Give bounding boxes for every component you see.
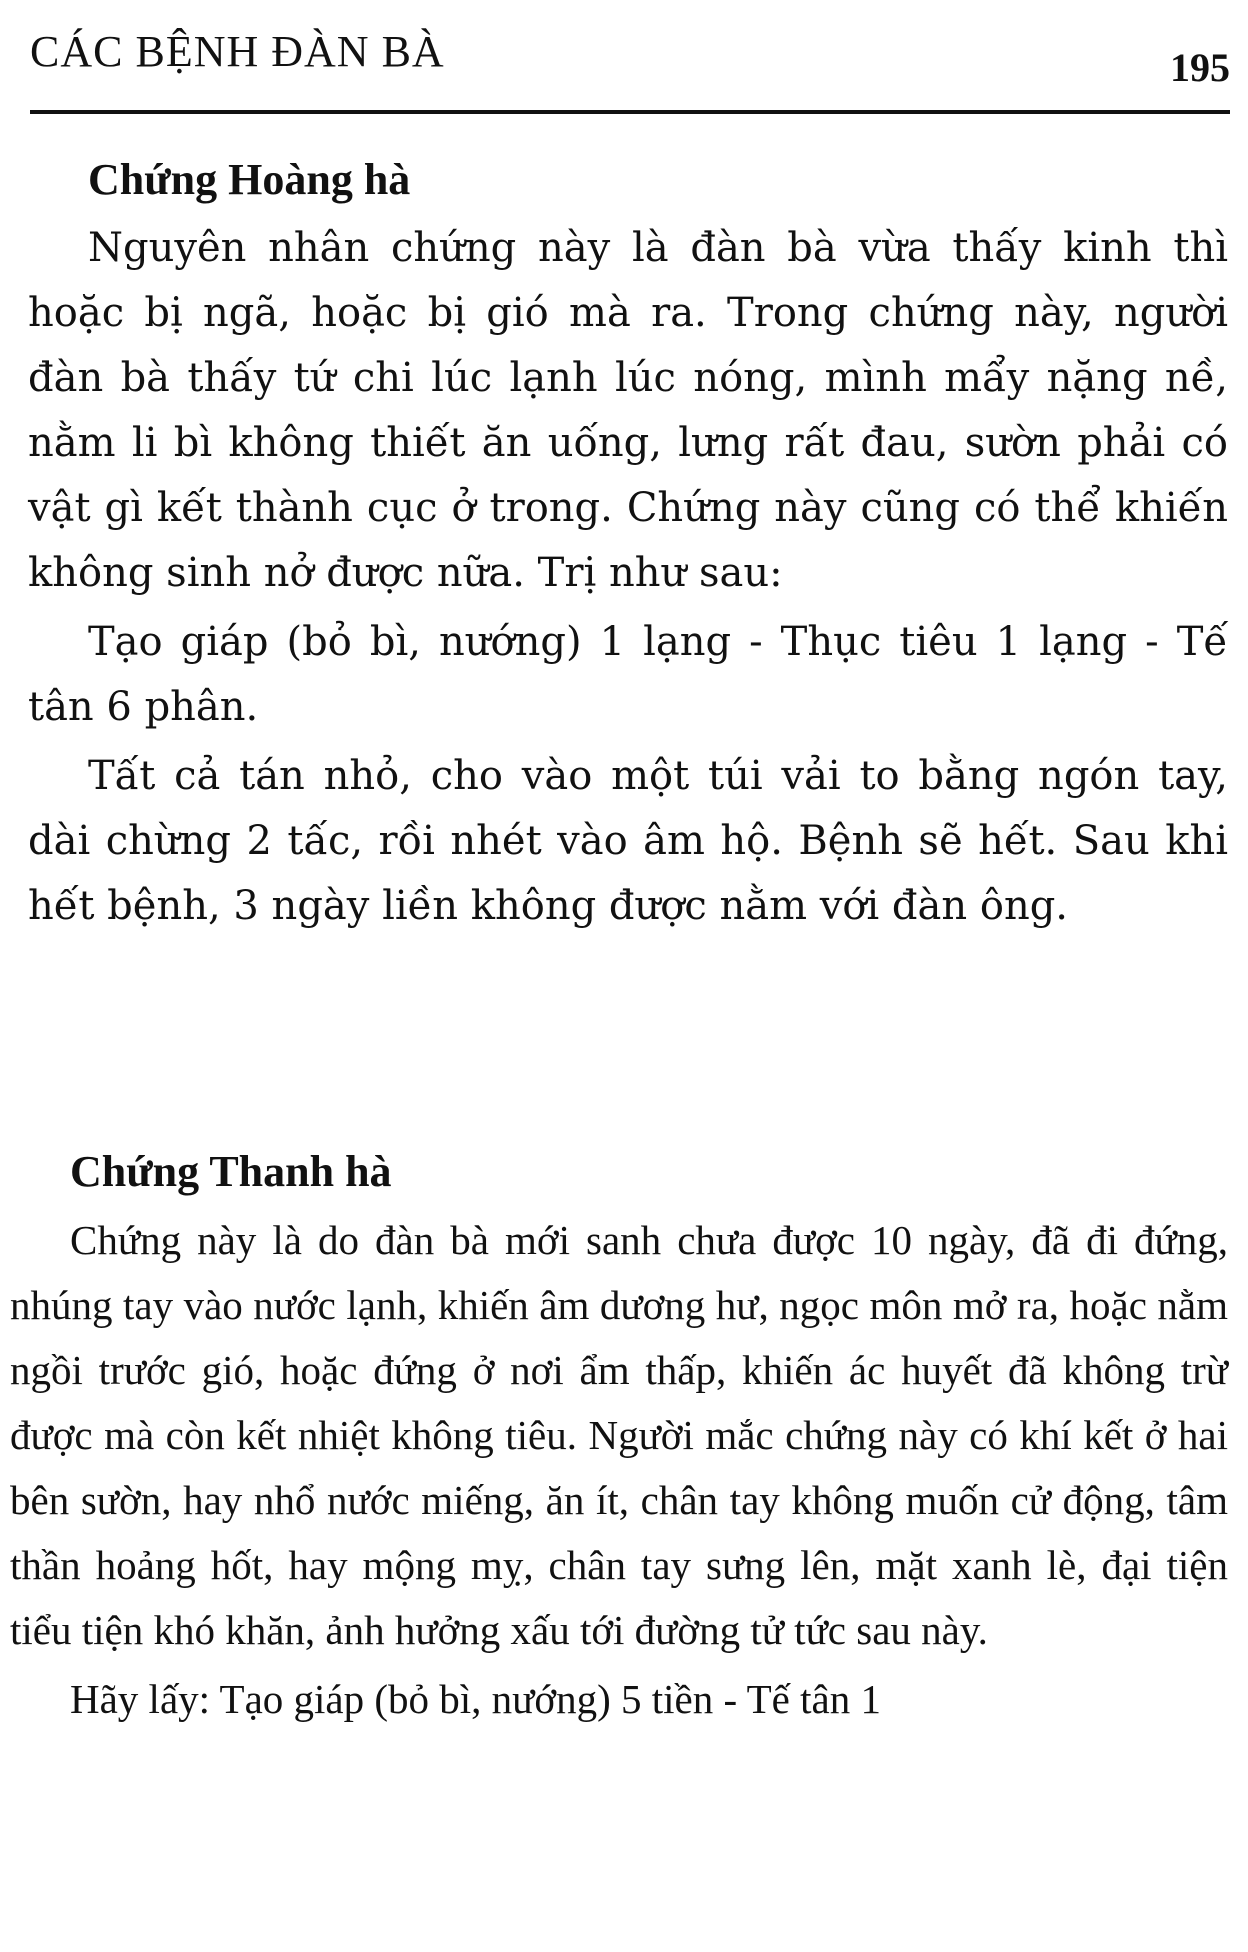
paragraph: Nguyên nhân chứng này là đàn bà vừa thấy kinh thì hoặc bị ngã, hoặc bị gió mà ra. Trong chứng này, người đàn bà thấy tứ chi lúc lạnh lúc nóng, mình mẩy nặng nề, nằm li bì không thiết ăn uống, lưng rất đau, sườn phải có vật gì kết thành cục ở trong. Chứng này cũng có thể khiến không sinh nở được nữa. Trị như sau: xyxy=(28,225,1228,596)
section-thanh-ha xyxy=(10,1142,1228,1732)
section-heading: Chứng Thanh hà xyxy=(70,1147,392,1196)
paragraph: Tất cả tán nhỏ, cho vào một túi vải to bằng ngón tay, dài chừng 2 tấc, rồi nhét vào âm hộ. Bệnh sẽ hết. Sau khi hết bệnh, 3 ngày liền không được nằm với đàn ông. xyxy=(28,753,1228,929)
paragraph: Hãy lấy: Tạo giáp (bỏ bì, nướng) 5 tiền - Tế tân 1 xyxy=(70,1676,881,1722)
header-rule xyxy=(30,110,1230,114)
paragraph: Tạo giáp (bỏ bì, nướng) 1 lạng - Thục tiêu 1 lạng - Tế tân 6 phân. xyxy=(28,619,1228,730)
section-heading: Chứng Hoàng hà xyxy=(88,155,411,204)
chapter-title: CÁC BỆNH ĐÀN BÀ xyxy=(30,27,445,76)
running-header xyxy=(30,18,1230,108)
paragraph: Chứng này là do đàn bà mới sanh chưa được 10 ngày, đã đi đứng, nhúng tay vào nước lạnh, khiến âm dương hư, ngọc môn mở ra, hoặc nằm ngồi trước gió, hoặc đứng ở nơi ẩm thấp, khiến ác huyết đã không trừ được mà còn kết nhiệt không tiêu. Người mắc chứng này có khí kết ở hai bên sườn, hay nhổ nước miếng, ăn ít, chân tay không muốn cử động, tâm thần hoảng hốt, hay mộng mỵ, chân tay sưng lên, mặt xanh lè, đại tiện tiểu tiện khó khăn, ảnh hưởng xấu tới đường tử tức sau này. xyxy=(10,1217,1228,1653)
page-number: 195 xyxy=(1170,45,1230,90)
section-hoang-ha xyxy=(28,150,1228,939)
